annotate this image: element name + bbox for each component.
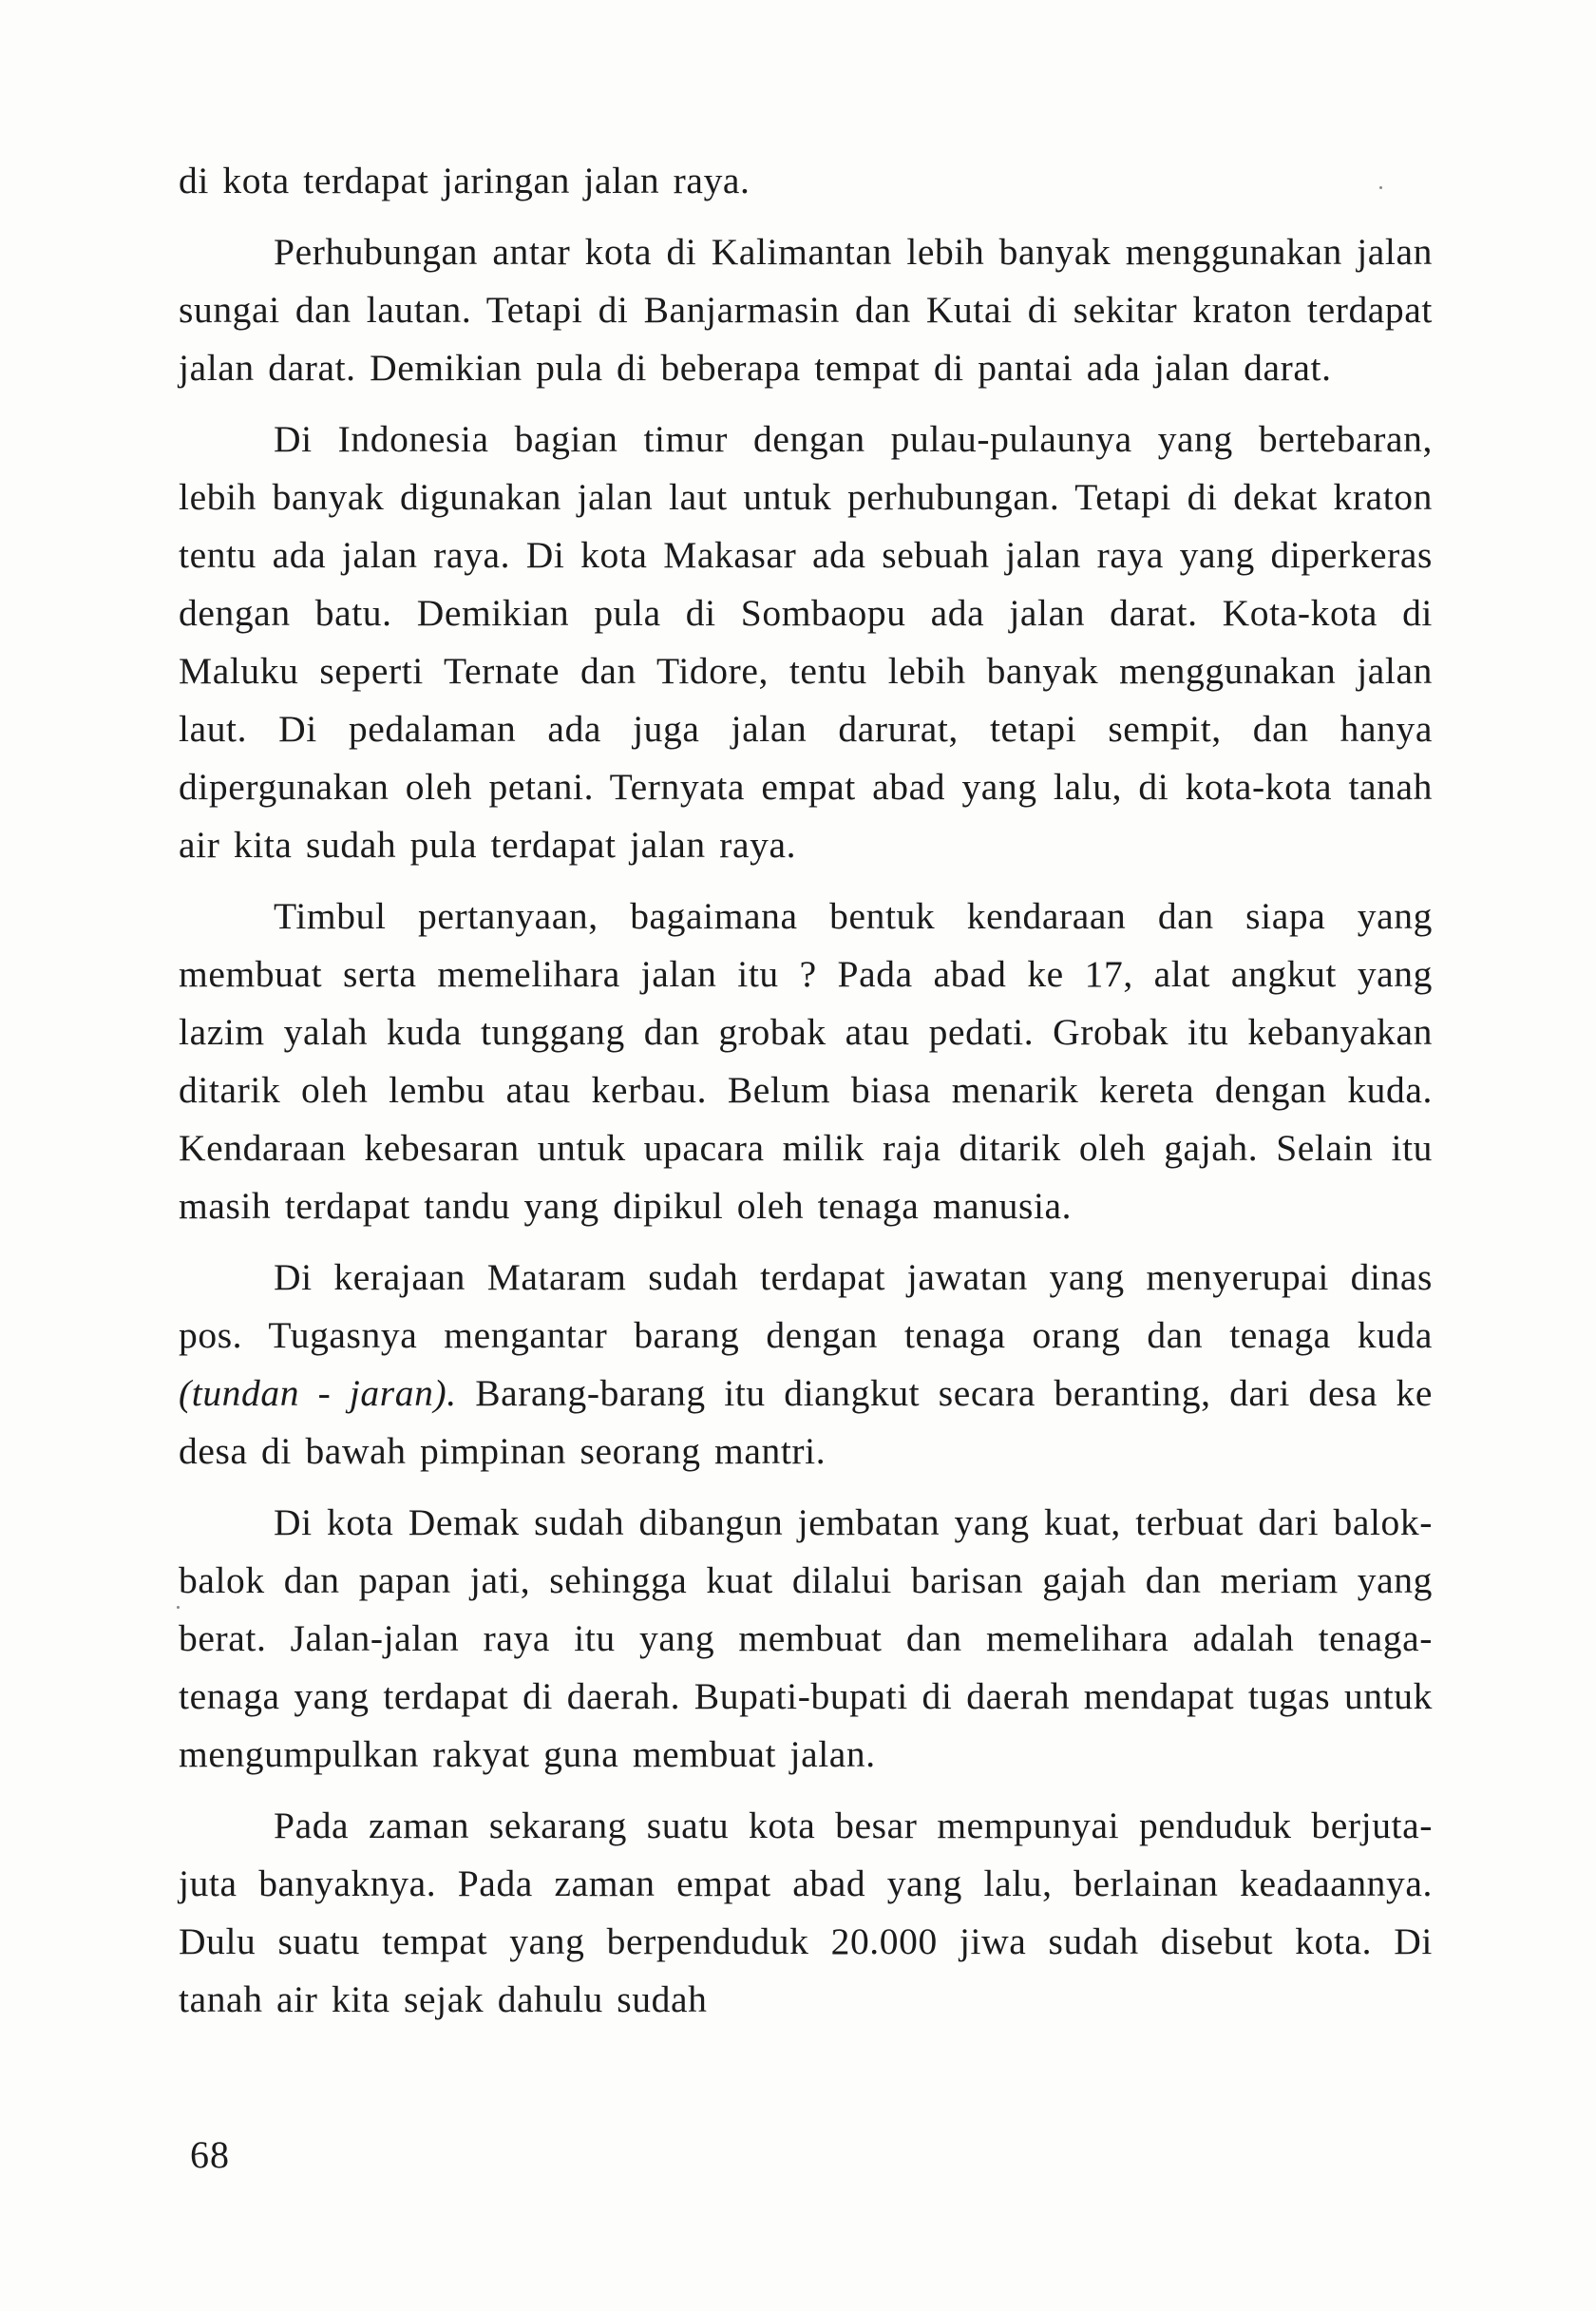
paragraph-mataram-text-b: Barang-barang itu diangkut secara beranting, dari desa ke desa di bawah pimpinan seorang mantri.	[179, 1372, 1433, 1472]
paragraph-kendaraan: Timbul pertanyaan, bagaimana bentuk kendaraan dan siapa yang membuat serta memelihara jalan itu ? Pada abad ke 17, alat angkut yang lazim yalah kuda tunggang dan grobak atau pedati. Grobak itu kebanyakan ditarik oleh lembu atau kerbau. Belum biasa menarik kereta dengan kuda. Kendaraan kebesaran untuk upacara milik raja ditarik oleh gajah. Selain itu masih terdapat tandu yang dipikul oleh tenaga manusia.	[179, 895, 1433, 1227]
paragraph-indonesia-timur: Di Indonesia bagian timur dengan pulau-pulaunya yang bertebaran, lebih banyak digunakan jalan laut untuk perhubungan. Tetapi di dekat kraton tentu ada jalan raya. Di kota Makasar ada sebuah jalan raya yang diperkeras dengan batu. Demikian pula di Sombaopu ada jalan darat. Kota-kota di Maluku seperti Ternate dan Tidore, tentu lebih banyak menggunakan jalan laut. Di pedalaman ada juga jalan darurat, tetapi sempit, dan hanya dipergunakan oleh petani. Ternyata empat abad yang lalu, di kota-kota tanah air kita sudah pula terdapat jalan raya.	[179, 418, 1433, 866]
scan-speck	[1379, 186, 1382, 189]
scan-speck	[177, 1606, 180, 1609]
paragraph-mataram-italic: (tundan - jaran).	[179, 1372, 457, 1414]
paragraph-demak: Di kota Demak sudah dibangun jembatan yang kuat, terbuat dari balok-balok dan papan jati, sehingga kuat dilalui barisan gajah dan meriam yang berat. Jalan-jalan raya itu yang membuat dan memelihara adalah tenaga-tenaga yang terdapat di daerah. Bupati-bupati di daerah mendapat tugas untuk mengumpulkan rakyat guna membuat jalan.	[179, 1501, 1433, 1775]
paragraph-mataram-text-a: Di kerajaan Mataram sudah terdapat jawatan yang menyerupai dinas pos. Tugasnya mengantar barang dengan tenaga orang dan tenaga kuda	[179, 1256, 1433, 1356]
page-number: 68	[190, 2133, 230, 2176]
paragraph-kalimantan: Perhubungan antar kota di Kalimantan lebih banyak menggunakan jalan sungai dan lautan. Tetapi di Banjarmasin dan Kutai di sekitar kraton terdapat jalan darat. Demikian pula di beberapa tempat di pantai ada jalan darat.	[179, 231, 1433, 389]
paragraph-penduduk: Pada zaman sekarang suatu kota besar mempunyai penduduk berjuta-juta banyaknya. Pada zaman empat abad yang lalu, berlainan keadaannya. Dulu suatu tempat yang berpenduduk 20.000 jiwa sudah disebut kota. Di tanah air kita sejak dahulu sudah	[179, 1805, 1433, 2020]
body-text	[179, 152, 1433, 2042]
paragraph-continuation: di kota terdapat jaringan jalan raya.	[179, 160, 750, 201]
paragraph-mataram	[179, 1249, 1433, 1480]
